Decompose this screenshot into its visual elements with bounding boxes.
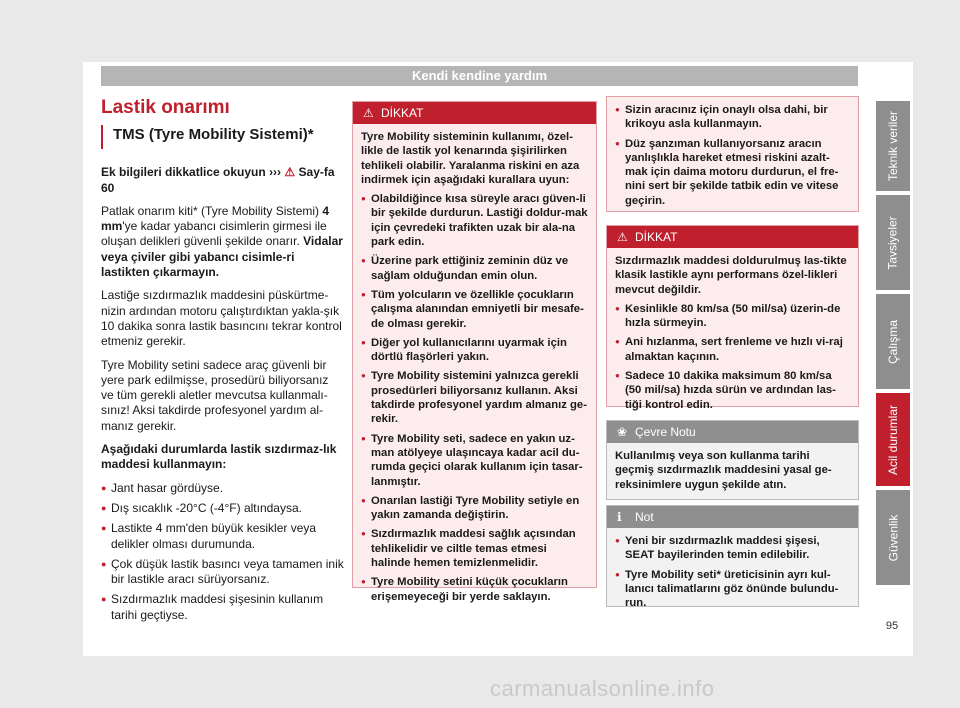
warning-item: ● Diğer yol kullanıcılarını uyarmak için dörtlü flaşörleri yakın.	[361, 336, 588, 365]
warning-header	[353, 102, 596, 124]
note-body	[607, 528, 858, 621]
tab-calisma[interactable]: Çalışma	[876, 294, 910, 389]
warning-item: ● Olabildiğince kısa süreyle aracı güven-li bir şekilde durdurun. Lastiği doldur-mak için çevredeki trafikten uzak bir ala-na park edin.	[361, 192, 588, 249]
warning-title: DİKKAT	[635, 230, 678, 244]
warning-icon: ⚠	[617, 230, 628, 244]
tab-guvenlik[interactable]: Güvenlik	[876, 490, 910, 585]
environment-note-box	[606, 420, 859, 500]
warning-item: ● Tyre Mobility setini küçük çocukların erişemeyeceği bir yerde saklayın.	[361, 575, 588, 604]
warning-item: ● Tyre Mobility seti, sadece en yakın uz-man atölyeye ulaşıncaya kadar acil du-rumda geçici olarak kullanım için tasar-lanmıştır.	[361, 432, 588, 489]
watermark: carmanualsonline.info	[490, 676, 715, 701]
reference-arrow[interactable]: ›››	[269, 165, 282, 180]
reference-line	[101, 165, 344, 196]
section-subtitle: TMS (Tyre Mobility Sistemi)*	[101, 125, 344, 149]
note-title: Not	[635, 510, 654, 524]
warning-continuation-box	[606, 96, 859, 212]
warning-item: ● Ani hızlanma, sert frenleme ve hızlı vi-raj almaktan kaçının.	[615, 335, 850, 364]
tab-tavsiyeler[interactable]: Tavsiyeler	[876, 195, 910, 290]
warning-item: ● Tyre Mobility sistemini yalnızca gerekli prosedürleri biliyorsanız kullanın. Aksi takdirde profesyonel yardım almanız ge-rekir.	[361, 369, 588, 426]
warning-item: ● Tüm yolcuların ve özellikle çocukların çalışma alanından emniyetli bir mesafe-de olması gerekir.	[361, 288, 588, 331]
list-item: ● Dış sıcaklık -20°C (-4°F) altındaysa.	[101, 501, 344, 516]
reference-page[interactable]: Say-fa 60	[101, 165, 335, 195]
p1-text-a: Patlak onarım kiti* (Tyre Mobility Sistemi)	[101, 203, 320, 218]
list-heading: Aşağıdaki durumlarda lastik sızdırmaz-lık maddesi kullanmayın:	[101, 442, 337, 472]
environment-note-body	[607, 443, 858, 503]
list-item: ● Lastikte 4 mm'den büyük kesikler veya delikler olması durumunda.	[101, 521, 344, 552]
warning-book-icon: ⚠	[284, 165, 296, 180]
warning-header	[607, 226, 858, 248]
page-title: Lastik onarımı	[101, 97, 230, 118]
paragraph-3: Tyre Mobility setini sadece araç güvenli bir yere park edilmişse, prosedürü biliyorsanız ve tüm gerekli aletler mevcutsa kullanmalı-sınız! Aksi takdirde profesyonel yardım al-manız gerekir.	[101, 357, 329, 433]
warning-item: ● Düz şanzıman kullanıyorsanız aracın yanlışlıkla hareket etmesi riskini azalt-mak için daima motoru durdurun, el fre-nini sert bir şekilde tatbik edin ve vitese geçirin.	[615, 137, 850, 208]
page-number: 95	[885, 620, 899, 632]
note-header	[607, 506, 858, 528]
warning-item: ● Onarılan lastiği Tyre Mobility setiyle en yakın zamanda değiştirin.	[361, 494, 588, 523]
environment-note-header	[607, 421, 858, 443]
flower-icon: ❀	[617, 425, 628, 439]
list-item: ● Sızdırmazlık maddesi şişesinin kullanım tarihi geçtiyse.	[101, 592, 344, 623]
warning-item: ● Sızdırmazlık maddesi sağlık açısından tehlikelidir ve ciltle temas etmesi halinde hemen temizlenmelidir.	[361, 527, 588, 570]
p1-text-c: 'ye kadar yabancı cisimlerin girmesi ile oluşan delikleri güvenli şekilde onarır.	[101, 219, 327, 249]
warning-intro: Tyre Mobility sisteminin kullanımı, özel-likle de lastik yol kenarında şişirilirken tehlikeli olabilir. Yaralanma riskini en aza indirmek için aşağıdaki kurallara uyun:	[361, 131, 580, 186]
warning-icon: ⚠	[363, 106, 374, 120]
warning-body	[607, 248, 858, 423]
tab-acil-durumlar[interactable]: Acil durumlar	[876, 393, 910, 486]
list-item: ● Çok düşük lastik basıncı veya tamamen inik bir lastikle aracı sürüyorsanız.	[101, 557, 344, 588]
warning-item: ● Sadece 10 dakika maksimum 80 km/sa (50 mil/sa) hızda sürün ve ardından las-tiği kontrol edin.	[615, 369, 850, 412]
p1-text-b: 4 mm	[101, 203, 330, 234]
warning-continuation-body	[607, 97, 858, 219]
section-header: Kendi kendine yardım	[101, 66, 858, 86]
warning-item: ● Sizin aracınız için onaylı olsa dahi, bir krikoyu asla kullanmayın.	[615, 103, 850, 132]
main-column	[101, 97, 344, 628]
info-icon: ℹ	[617, 510, 622, 524]
note-item: ● Tyre Mobility seti* üreticisinin ayrı kul-lanıcı talimatlarını göz önünde bulundu-run.	[615, 568, 850, 611]
tab-teknik-veriler[interactable]: Teknik veriler	[876, 101, 910, 191]
paragraph-1	[101, 204, 344, 280]
warning-intro: Sızdırmazlık maddesi doldurulmuş las-tikte klasik lastikle aynı performans özel-likleri mevcut değildir.	[615, 255, 847, 296]
warning-box-2	[606, 225, 859, 411]
warning-title: DİKKAT	[381, 106, 424, 120]
note-item: ● Yeni bir sızdırmazlık maddesi şişesi, SEAT bayilerinden temin edilebilir.	[615, 534, 850, 563]
warning-box	[352, 101, 597, 603]
note-box	[606, 505, 859, 610]
warning-body	[353, 124, 596, 615]
paragraph-2: Lastiğe sızdırmazlık maddesini püskürtme-nizin ardından motoru çalıştırdıktan yakla-şık 10 dakika sonra lastik basıncını tekrar kontrol etmeniz gerekir.	[101, 288, 342, 349]
warning-item: ● Kesinlikle 80 km/sa (50 mil/sa) üzerin-de hızla sürmeyin.	[615, 302, 850, 331]
environment-note-title: Çevre Notu	[635, 425, 696, 439]
p1-text-d: Vidalar veya çiviler gibi yabancı cisimle-ri lastikten çıkarmayın.	[101, 234, 343, 280]
reference-text: Ek bilgileri dikkatlice okuyun	[101, 165, 266, 180]
warning-item: ● Üzerine park ettiğiniz zeminin düz ve sağlam olduğundan emin olun.	[361, 254, 588, 283]
list-item: ● Jant hasar gördüyse.	[101, 481, 344, 496]
environment-note-text: Kullanılmış veya son kullanma tarihi geçmiş sızdırmazlık maddesini yasal ge-reksinimlere uygun şekilde atın.	[615, 450, 832, 491]
